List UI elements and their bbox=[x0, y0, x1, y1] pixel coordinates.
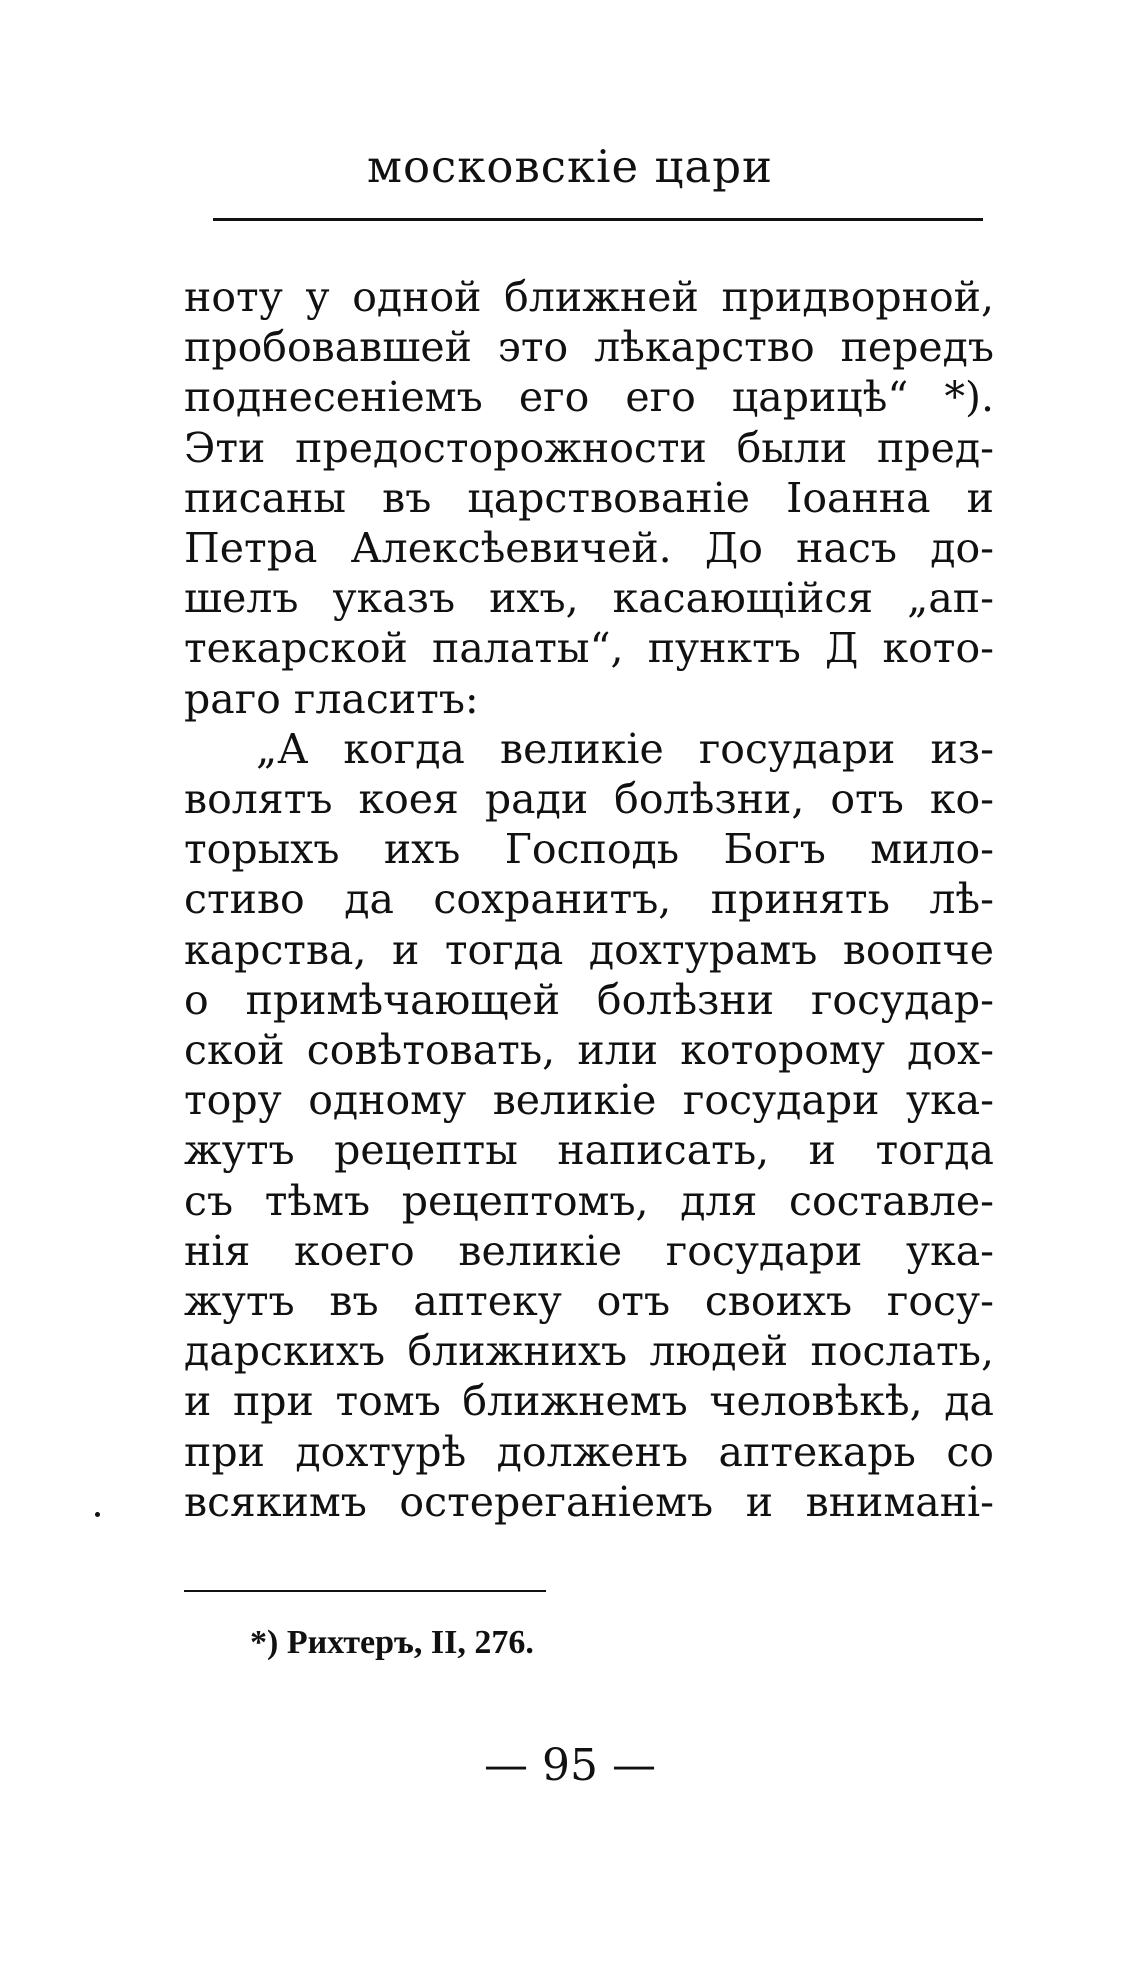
text-line: Эти предосторожности были пред- bbox=[184, 423, 994, 472]
text-line: и при томъ ближнемъ человѣкѣ, да bbox=[184, 1377, 994, 1426]
ink-speck bbox=[95, 1512, 100, 1517]
text-line: дарскихъ ближнихъ людей послать, bbox=[184, 1327, 994, 1376]
text-line: раго гласитъ: bbox=[184, 674, 479, 723]
header-rule bbox=[213, 218, 983, 221]
text-line: съ тѣмъ рецептомъ, для составле- bbox=[184, 1176, 994, 1225]
text-line: карства, и тогда дохтурамъ воопче bbox=[184, 925, 994, 974]
text-line: поднесеніемъ его его царицѣ“ *). bbox=[184, 373, 994, 422]
text-line: стиво да сохранитъ, принять лѣ- bbox=[184, 875, 994, 924]
text-line: жутъ въ аптеку отъ своихъ госу- bbox=[184, 1277, 994, 1326]
text-line: волятъ коея ради болѣзни, отъ ко- bbox=[184, 775, 994, 824]
text-line: писаны въ царствованіе Іоанна и bbox=[184, 473, 994, 522]
text-line: жутъ рецепты написать, и тогда bbox=[184, 1126, 994, 1175]
text-line: ской совѣтовать, или которому дох- bbox=[184, 1026, 994, 1075]
text-line: Петра Алексѣевичей. До насъ до- bbox=[184, 524, 994, 573]
text-line: шелъ указъ ихъ, касающійся „ап- bbox=[184, 574, 994, 623]
text-line: при дохтурѣ долженъ аптекарь со bbox=[184, 1427, 994, 1476]
text-line: пробовавшей это лѣкарство передъ bbox=[184, 323, 994, 372]
text-line: текарской палаты“, пунктъ Д кото- bbox=[184, 624, 994, 673]
text-line: всякимъ остереганіемъ и вниманi- bbox=[184, 1477, 994, 1526]
text-line: торыхъ ихъ Господь Богъ мило- bbox=[184, 825, 994, 874]
running-head: московскіе цари bbox=[366, 140, 774, 193]
page-number: — 95 — bbox=[484, 1740, 656, 1791]
text-line: тору одному великіе государи ука- bbox=[184, 1076, 994, 1125]
text-line: ноту у одной ближней придворной, bbox=[184, 273, 994, 321]
text-line: „А когда великіе государи из- bbox=[256, 724, 994, 773]
text-line: о примѣчающей болѣзни государ- bbox=[184, 975, 994, 1024]
footnote-rule bbox=[184, 1590, 546, 1592]
body-text bbox=[184, 272, 994, 1527]
footnote: *) Рихтеръ, II, 276. bbox=[250, 1624, 534, 1661]
text-line: нія коего великіе государи ука- bbox=[184, 1226, 994, 1275]
